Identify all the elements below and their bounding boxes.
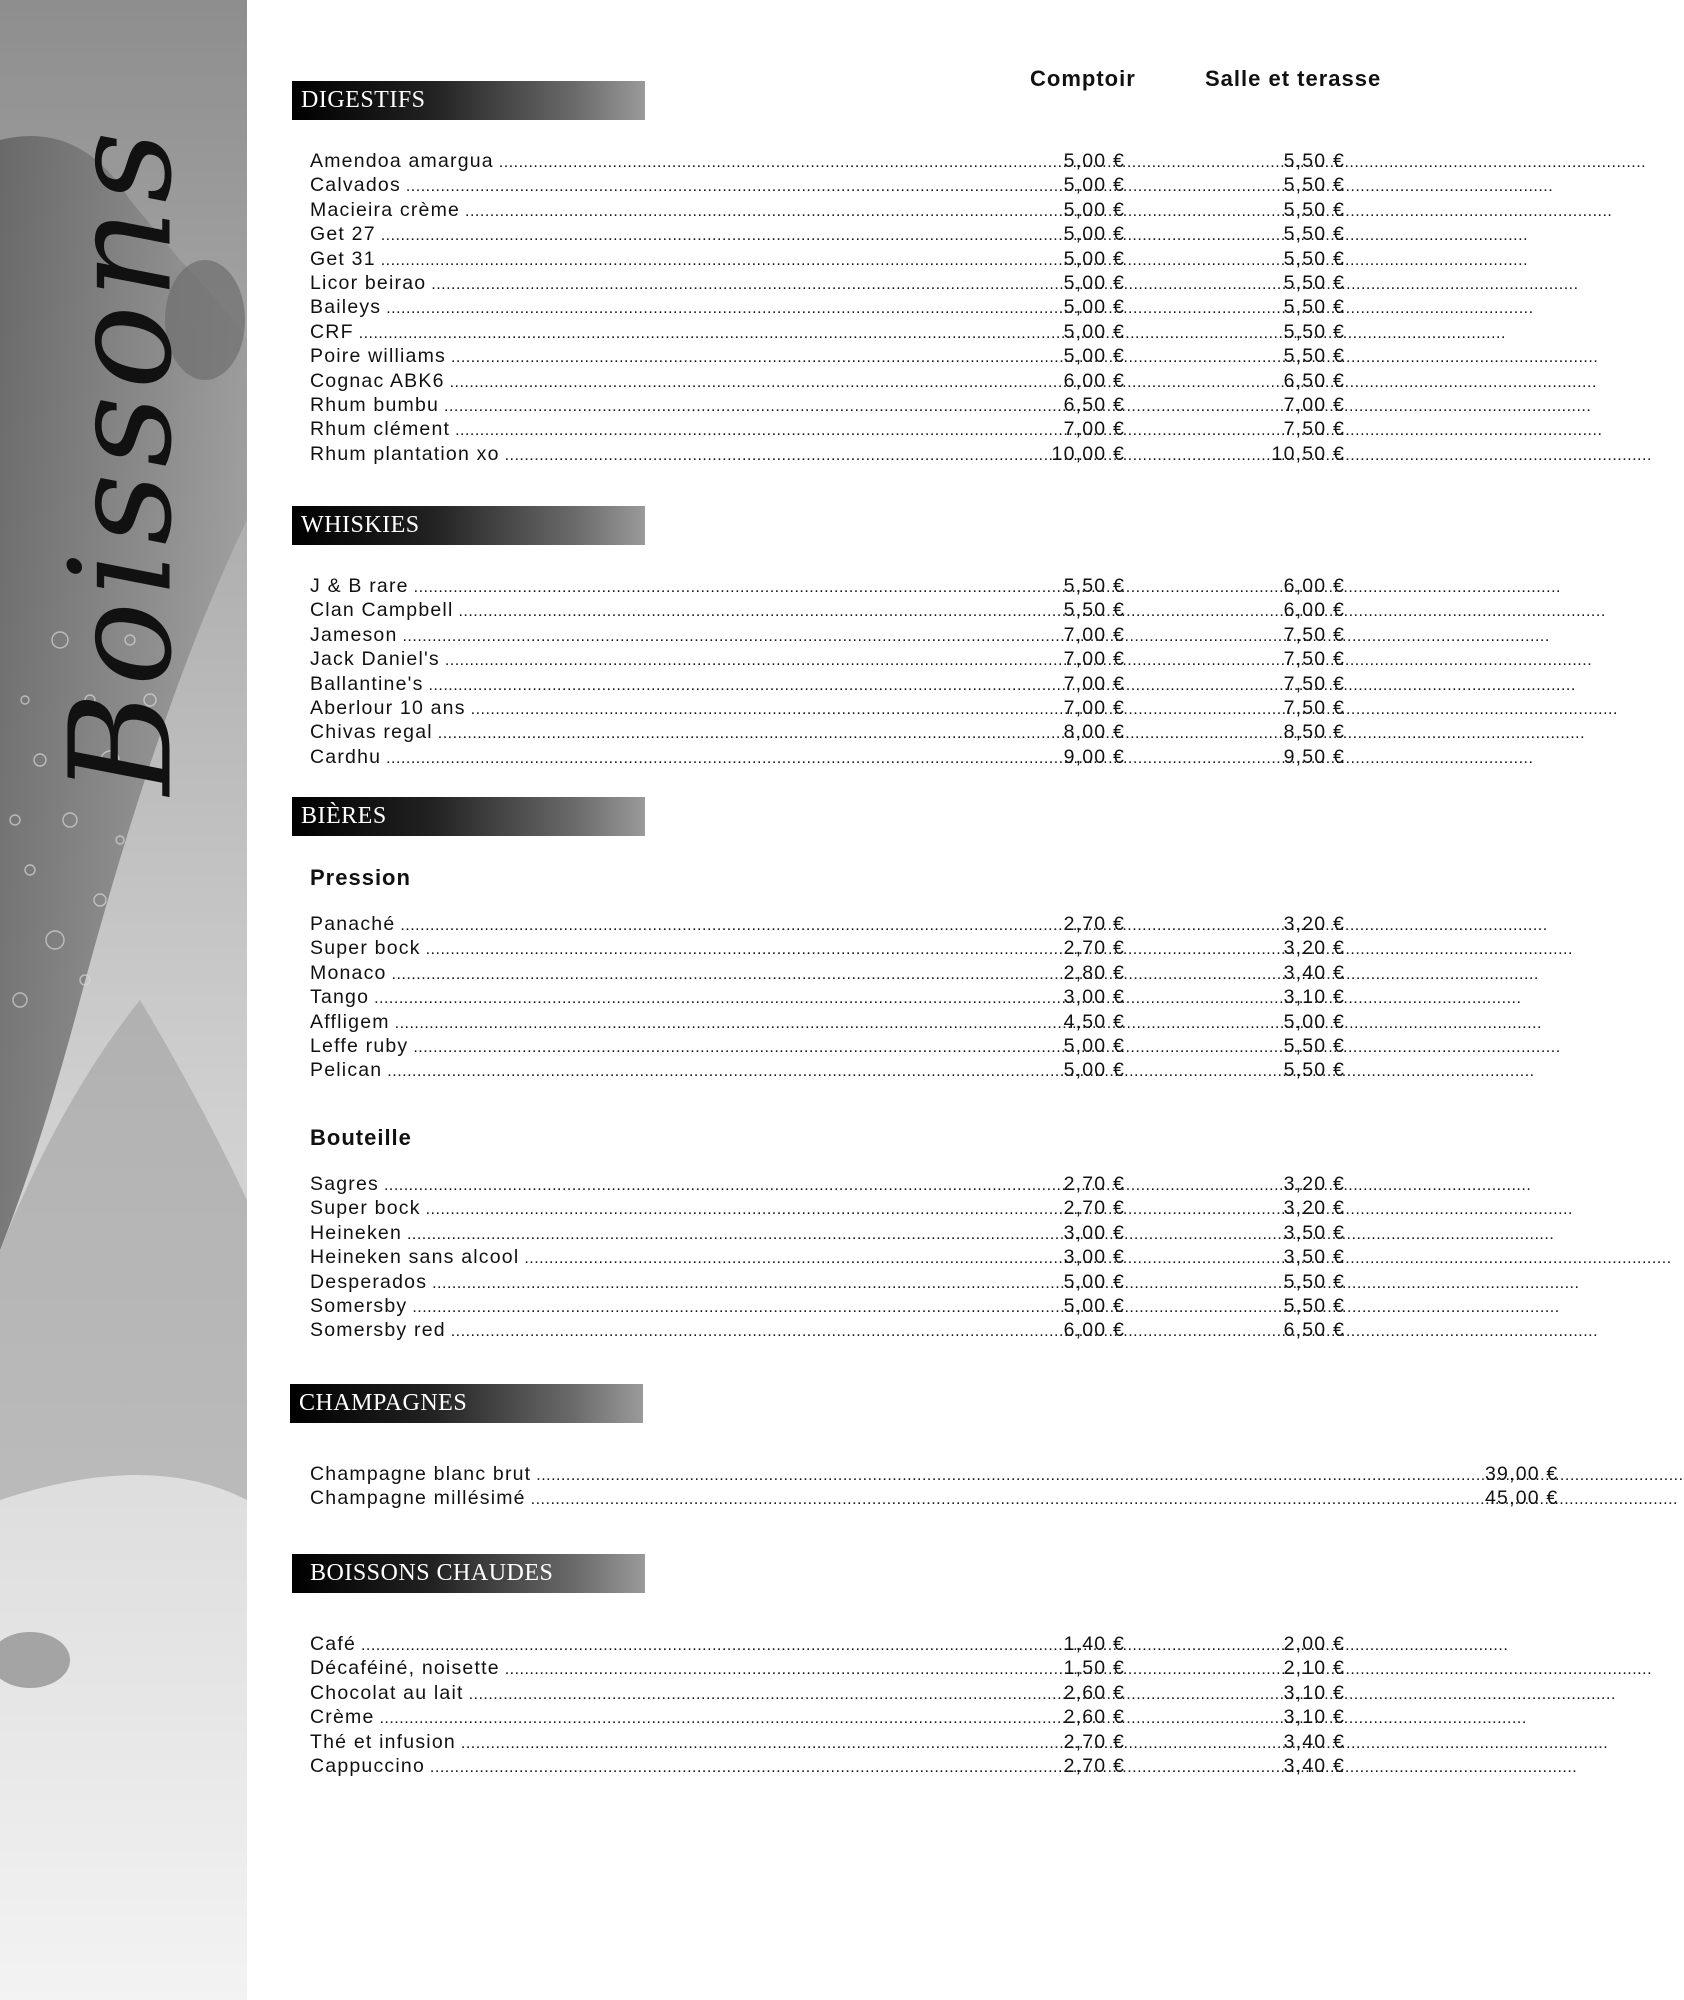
item-name: Aberlour 10 ans ..... [310, 697, 980, 721]
menu-item [310, 624, 1350, 648]
price-comptoir: 2,70 € [1063, 1197, 1125, 1220]
section-banner-champagnes: CHAMPAGNES [290, 1384, 643, 1423]
item-name: Jack Daniel's ..... [310, 648, 980, 672]
menu-item [310, 1755, 1350, 1779]
price-comptoir: 5,00 € [1063, 271, 1125, 294]
price-comptoir: 6,50 € [1063, 393, 1125, 416]
price-salle: 7,50 € [1283, 648, 1345, 671]
item-name: CRF ..... [310, 321, 980, 345]
price-comptoir: 6,00 € [1063, 1319, 1125, 1342]
menu-item [310, 599, 1350, 623]
menu-item [310, 575, 1350, 599]
menu-item [310, 962, 1350, 986]
price-comptoir: 2,80 € [1063, 961, 1125, 984]
price-salle: 5,50 € [1283, 271, 1345, 294]
menu-item [310, 394, 1350, 418]
menu-item [310, 370, 1350, 394]
item-name: Clan Campbell ..... [310, 599, 980, 623]
price-comptoir: 3,00 € [1063, 1221, 1125, 1244]
menu-item [310, 1059, 1350, 1083]
section-banner-boissons-chaudes: BOISSONS CHAUDES [292, 1554, 645, 1593]
price-salle: 5,50 € [1283, 320, 1345, 343]
price-salle: 3,10 € [1283, 986, 1345, 1009]
item-name: Crème ..... [310, 1706, 980, 1730]
side-title: Boissons [40, 125, 204, 795]
price-salle: 2,10 € [1283, 1657, 1345, 1680]
price-salle: 3,40 € [1283, 1754, 1345, 1777]
price-comptoir: 5,00 € [1063, 223, 1125, 246]
champagnes-list [310, 1463, 1559, 1512]
price-salle: 5,50 € [1283, 1270, 1345, 1293]
bouteille-list [310, 1173, 1350, 1344]
price-salle: 5,00 € [1283, 1010, 1345, 1033]
menu-item [310, 1035, 1350, 1059]
item-name: Poire williams ..... [310, 345, 980, 369]
menu-item [310, 746, 1350, 770]
menu-item [310, 321, 1350, 345]
price-comptoir: 5,00 € [1063, 345, 1125, 368]
menu-item [310, 199, 1350, 223]
price-comptoir: 7,00 € [1063, 696, 1125, 719]
price-comptoir: 5,00 € [1063, 247, 1125, 270]
item-name: Desperados ..... [310, 1271, 980, 1295]
item-name: Heineken sans alcool ..... [310, 1246, 980, 1270]
subsection-title-pression: Pression [310, 865, 411, 890]
menu-item [310, 1682, 1350, 1706]
item-name: Cognac ABK6 ..... [310, 370, 980, 394]
price-salle: 6,50 € [1283, 1319, 1345, 1342]
item-name: Rhum clément ..... [310, 418, 980, 442]
item-name: Champagne blanc brut ..... [310, 1463, 980, 1487]
item-name: Rhum plantation xo ..... [310, 443, 980, 467]
menu-item [310, 721, 1350, 745]
price-comptoir: 9,00 € [1063, 745, 1125, 768]
menu-item [310, 272, 1350, 296]
section-banner-digestifs: DIGESTIFS [292, 81, 645, 120]
price-salle: 10,50 € [1271, 442, 1345, 465]
item-name: Leffe ruby ..... [310, 1035, 980, 1059]
price-comptoir: 5,00 € [1063, 1294, 1125, 1317]
price-salle: 7,50 € [1283, 696, 1345, 719]
price-salle: 3,20 € [1283, 1173, 1345, 1195]
price-salle: 5,50 € [1283, 223, 1345, 246]
item-name: Baileys ..... [310, 296, 980, 320]
menu-item [310, 1295, 1350, 1319]
item-name: Macieira crème ..... [310, 199, 980, 223]
price-comptoir: 1,50 € [1063, 1657, 1125, 1680]
price-salle: 3,10 € [1283, 1706, 1345, 1729]
item-name: Licor beirao ..... [310, 272, 980, 296]
price-salle: 5,50 € [1283, 345, 1345, 368]
price-salle: 7,50 € [1283, 623, 1345, 646]
item-name: Rhum bumbu ..... [310, 394, 980, 418]
item-name: Cardhu ..... [310, 746, 980, 770]
menu-item [310, 937, 1350, 961]
price-salle: 7,50 € [1283, 672, 1345, 695]
section-banner-bieres: BIÈRES [292, 797, 645, 836]
item-name: Chocolat au lait ..... [310, 1682, 980, 1706]
menu-item [310, 913, 1350, 937]
item-name: Chivas regal ..... [310, 721, 980, 745]
price: 39,00 € [1485, 1463, 1559, 1485]
menu-item [310, 1487, 1559, 1511]
menu-item [310, 1706, 1350, 1730]
item-name: Tango ..... [310, 986, 980, 1010]
item-name: Get 31 ..... [310, 248, 980, 272]
menu-item [310, 986, 1350, 1010]
price-salle: 3,40 € [1283, 961, 1345, 984]
menu-item [310, 1731, 1350, 1755]
price-comptoir: 2,70 € [1063, 1754, 1125, 1777]
item-name: Somersby ..... [310, 1295, 980, 1319]
menu-item [310, 223, 1350, 247]
price-comptoir: 1,40 € [1063, 1633, 1125, 1655]
price-comptoir: 5,50 € [1063, 599, 1125, 622]
price-comptoir: 3,00 € [1063, 1246, 1125, 1269]
item-name: Calvados ..... [310, 174, 980, 198]
item-name: Affligem ..... [310, 1011, 980, 1035]
menu-item [310, 1633, 1350, 1657]
price-salle: 5,50 € [1283, 174, 1345, 197]
column-header-comptoir: Comptoir [1030, 66, 1136, 91]
menu-item [310, 418, 1350, 442]
price-salle: 5,50 € [1283, 1294, 1345, 1317]
price-comptoir: 2,70 € [1063, 1730, 1125, 1753]
price-comptoir: 10,00 € [1051, 442, 1125, 465]
price-comptoir: 8,00 € [1063, 721, 1125, 744]
item-name: Jameson ..... [310, 624, 980, 648]
price-salle: 5,50 € [1283, 1034, 1345, 1057]
price-comptoir: 5,00 € [1063, 198, 1125, 221]
menu-item [310, 1197, 1350, 1221]
pression-list [310, 913, 1350, 1084]
price-comptoir: 5,50 € [1063, 575, 1125, 597]
item-name: Monaco ..... [310, 962, 980, 986]
whiskies-list [310, 575, 1350, 770]
item-name: Panaché ..... [310, 913, 980, 937]
menu-item [310, 174, 1350, 198]
price-salle: 3,40 € [1283, 1730, 1345, 1753]
price-salle: 7,50 € [1283, 418, 1345, 441]
menu-item [310, 345, 1350, 369]
item-name: Super bock ..... [310, 937, 980, 961]
item-name: Heineken ..... [310, 1222, 980, 1246]
price-comptoir: 7,00 € [1063, 418, 1125, 441]
price-comptoir: 4,50 € [1063, 1010, 1125, 1033]
item-name: J & B rare ..... [310, 575, 980, 599]
price-salle: 3,20 € [1283, 1197, 1345, 1220]
price-salle: 8,50 € [1283, 721, 1345, 744]
item-name: Pelican ..... [310, 1059, 980, 1083]
price-salle: 5,50 € [1283, 296, 1345, 319]
item-name: Cappuccino ..... [310, 1755, 980, 1779]
price-salle: 3,50 € [1283, 1221, 1345, 1244]
price-comptoir: 7,00 € [1063, 672, 1125, 695]
menu-item [310, 648, 1350, 672]
item-name: Sagres ..... [310, 1173, 980, 1197]
price-salle: 2,00 € [1283, 1633, 1345, 1655]
menu-item [310, 1011, 1350, 1035]
price-salle: 3,20 € [1283, 937, 1345, 960]
price-salle: 5,50 € [1283, 150, 1345, 172]
menu-item [310, 1319, 1350, 1343]
price-comptoir: 7,00 € [1063, 648, 1125, 671]
item-name: Décaféiné, noisette ..... [310, 1657, 980, 1681]
subsection-title-bouteille: Bouteille [310, 1125, 412, 1150]
price-salle: 5,50 € [1283, 247, 1345, 270]
menu-item [310, 1657, 1350, 1681]
price-salle: 6,00 € [1283, 575, 1345, 597]
menu-item [310, 673, 1350, 697]
menu-item [310, 443, 1350, 467]
menu-item [310, 150, 1350, 174]
price-comptoir: 5,00 € [1063, 1034, 1125, 1057]
column-header-salle: Salle et terasse [1205, 66, 1382, 91]
side-photo-panel [0, 0, 247, 2000]
price-comptoir: 6,00 € [1063, 369, 1125, 392]
price-salle: 3,20 € [1283, 913, 1345, 935]
menu-item [310, 296, 1350, 320]
digestifs-list [310, 150, 1350, 467]
price-comptoir: 2,70 € [1063, 913, 1125, 935]
item-name: Amendoa amargua ..... [310, 150, 980, 174]
section-banner-whiskies: WHISKIES [292, 506, 645, 545]
price-salle: 3,10 € [1283, 1681, 1345, 1704]
price-comptoir: 2,60 € [1063, 1706, 1125, 1729]
item-name: Super bock ..... [310, 1197, 980, 1221]
price-comptoir: 3,00 € [1063, 986, 1125, 1009]
price-salle: 5,50 € [1283, 198, 1345, 221]
menu-item [310, 1222, 1350, 1246]
price-salle: 5,50 € [1283, 1059, 1345, 1082]
item-name: Ballantine's ..... [310, 673, 980, 697]
price-salle: 6,00 € [1283, 599, 1345, 622]
price-salle: 9,50 € [1283, 745, 1345, 768]
price-comptoir: 7,00 € [1063, 623, 1125, 646]
price-salle: 3,50 € [1283, 1246, 1345, 1269]
price-comptoir: 5,00 € [1063, 296, 1125, 319]
menu-item [310, 1271, 1350, 1295]
boissons-chaudes-list [310, 1633, 1350, 1779]
price: 45,00 € [1485, 1487, 1559, 1510]
price-salle: 7,00 € [1283, 393, 1345, 416]
price-comptoir: 5,00 € [1063, 1270, 1125, 1293]
price-comptoir: 5,00 € [1063, 1059, 1125, 1082]
item-name: Champagne millésimé ..... [310, 1487, 980, 1511]
price-comptoir: 5,00 € [1063, 150, 1125, 172]
menu-item [310, 1246, 1350, 1270]
price-salle: 6,50 € [1283, 369, 1345, 392]
menu-item [310, 1463, 1559, 1487]
price-comptoir: 2,70 € [1063, 937, 1125, 960]
item-name: Thé et infusion ..... [310, 1731, 980, 1755]
price-comptoir: 2,70 € [1063, 1173, 1125, 1195]
price-comptoir: 2,60 € [1063, 1681, 1125, 1704]
item-name: Café ..... [310, 1633, 980, 1657]
menu-item [310, 697, 1350, 721]
item-name: Somersby red ..... [310, 1319, 980, 1343]
price-comptoir: 5,00 € [1063, 174, 1125, 197]
menu-item [310, 248, 1350, 272]
menu-item [310, 1173, 1350, 1197]
price-comptoir: 5,00 € [1063, 320, 1125, 343]
item-name: Get 27 ..... [310, 223, 980, 247]
